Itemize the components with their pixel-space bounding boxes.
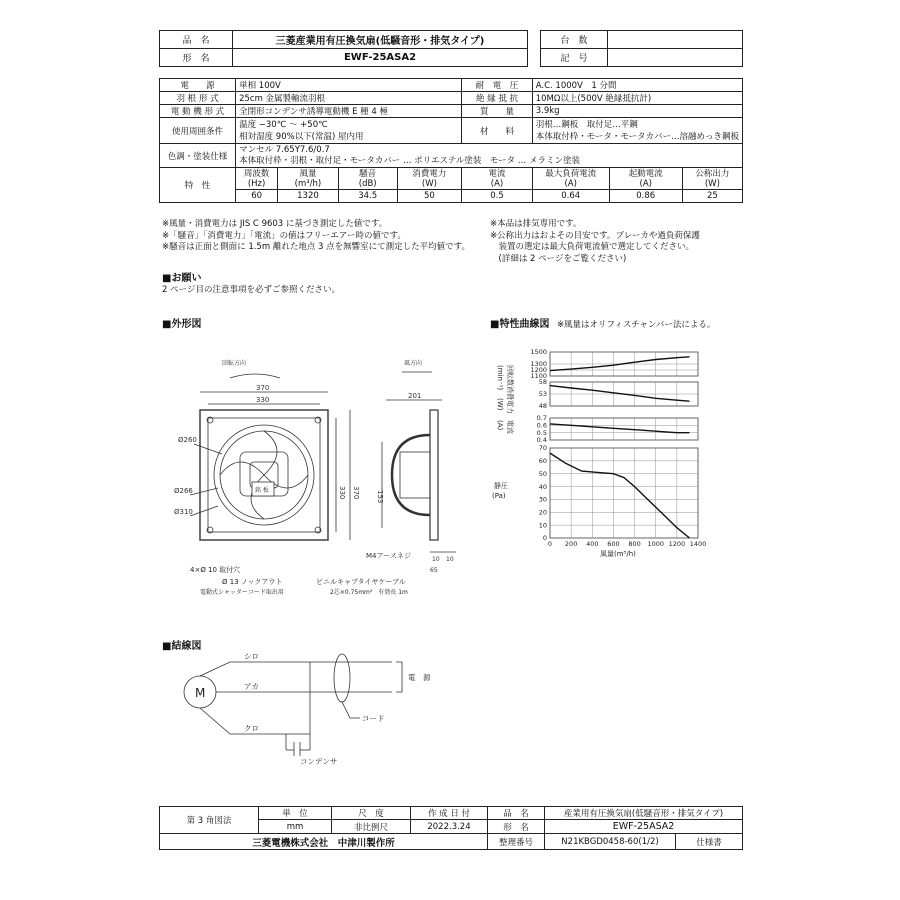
y-tick-label: 1100 — [530, 372, 547, 381]
note-left-2: ※「騒音」「消費電力」「電流」の値はフリーエアー時の値です。 — [162, 230, 406, 241]
onegai-title: ■お願い — [162, 273, 202, 284]
chart-title — [490, 315, 715, 330]
dim-330-top: 330 — [256, 396, 270, 404]
cable-sub-label: 2芯×0.75mm² 有効長 1m — [330, 589, 408, 596]
notes-left — [162, 219, 470, 254]
env-temp: 温度 −30℃ ～ +50℃ — [239, 119, 328, 130]
hinmei-value: 三菱産業用有圧換気扇(低騒音形・排気タイプ) — [233, 31, 528, 49]
insulation-label: 絶 縁 抵 抗 — [462, 92, 532, 105]
wire-label-red: アカ — [244, 682, 259, 691]
char-value-0: 60 — [236, 190, 278, 203]
material-value — [532, 118, 742, 144]
rotation-label: 回転方向 — [222, 360, 247, 367]
x-tick-label: 1200 — [668, 540, 686, 548]
power-axis-label2: (W) — [496, 398, 504, 411]
x-tick-label: 600 — [607, 540, 620, 548]
withstand-value: A.C. 1000V 1 分間 — [532, 79, 742, 92]
char-value-5: 0.64 — [532, 190, 609, 203]
wiring-diagram — [160, 650, 480, 770]
outline-title: ■外形図 — [162, 319, 202, 330]
char-value-7: 25 — [682, 190, 742, 203]
outline-drawing — [160, 340, 480, 610]
hinmei-label: 品 名 — [160, 31, 233, 49]
env-label: 使用周囲条件 — [160, 118, 236, 144]
wiring-title: ■結線図 — [162, 641, 202, 652]
footer-hinmei-label: 品 名 — [488, 807, 545, 820]
seiri-value: N21KBGD0458-60(1/2) — [545, 834, 676, 850]
side-frame — [430, 410, 438, 540]
dia-260: Ø260 — [178, 436, 197, 444]
color-label: 色調・塗装仕様 — [160, 144, 236, 168]
onegai-text: 2 ページ目の注意事項を必ずご参照ください。 — [162, 285, 340, 295]
note-right-1: ※本品は排気専用です。 — [490, 219, 582, 229]
knock-sub-label: 電動式シャッターコード取出用 — [200, 589, 284, 596]
power-axis-label1: 消費電力 — [506, 386, 514, 414]
withstand-label: 耐 電 圧 — [462, 79, 532, 92]
x-tick-label: 1000 — [647, 540, 664, 548]
material-label: 材 料 — [462, 118, 532, 144]
notes-right — [490, 219, 700, 265]
x-tick-label: 200 — [564, 540, 578, 548]
footer-table — [159, 806, 743, 850]
env-humidity: 相対湿度 90%以下(常温) 屋内用 — [239, 131, 364, 142]
leader-line — [190, 506, 218, 516]
note-right-3: 装置の選定は最大負荷電流値で選定してください。 — [490, 242, 695, 252]
char-value-3: 50 — [397, 190, 462, 203]
cord-leader — [342, 702, 360, 718]
side-mount-foot — [392, 435, 430, 515]
dim-330-right: 330 — [338, 486, 346, 500]
cord-label: コード — [362, 714, 385, 723]
header-table — [159, 30, 743, 67]
y-tick-label: 1300 — [530, 360, 547, 369]
note-right-2: ※公称出力はおよその目安です。ブレーカや過負荷保護 — [490, 230, 700, 241]
chart-grid — [550, 352, 698, 538]
dim-201: 201 — [408, 392, 422, 400]
y-tick-label: 30 — [538, 495, 547, 504]
y-tick-label: 50 — [538, 469, 547, 478]
y-tick-label: 58 — [538, 378, 547, 387]
current-axis-label1: 電流 — [506, 420, 514, 434]
dim-10b: 10 — [446, 556, 454, 563]
knock-label: Ø 13 ノックアウト — [222, 578, 283, 586]
footer-katamei-label: 形 名 — [488, 820, 545, 834]
daisu-label: 台 数 — [541, 31, 608, 49]
dia-266: Ø266 — [174, 487, 193, 495]
blade-value: 25cm 金属製軸流羽根 — [236, 92, 462, 105]
char-header-2: 騒音 (dB) — [338, 168, 397, 190]
seiri-label: 整理番号 — [488, 834, 545, 850]
cable-label: ビニルキャブタイヤケーブル — [316, 578, 406, 586]
kigo-value[interactable] — [608, 49, 743, 67]
motor-label: 電 動 機 形 式 — [160, 105, 236, 118]
kigo-label: 記 号 — [541, 49, 608, 67]
power-label: 電 源 — [408, 673, 431, 682]
dim-10a: 10 — [432, 556, 440, 563]
chart-title-text: ■特性曲線図 — [490, 319, 550, 330]
holes-label: 4×Ø 10 取付穴 — [190, 566, 241, 574]
x-tick-label: 400 — [586, 540, 599, 548]
y-tick-label: 0 — [542, 534, 547, 543]
color-line2: 本体取付枠・羽根・取付足・モータカバー … ポリエステル塗装 モータ … メラミン塗装 — [239, 155, 580, 166]
current-axis-label2: (A) — [496, 420, 504, 431]
spacer — [528, 31, 541, 49]
power-bracket — [396, 662, 402, 692]
color-value — [236, 144, 743, 168]
doc-type: 仕様書 — [676, 834, 743, 850]
note-left-1: ※風量・消費電力は JIS C 9603 に基づき測定した値です。 — [162, 219, 388, 229]
char-header-5: 最大負荷電流 (A) — [532, 168, 609, 190]
material-line1: 羽根…鋼板 取付足…平鋼 — [535, 119, 638, 130]
daisu-value[interactable] — [608, 31, 743, 49]
char-header-7: 公称出力 (W) — [682, 168, 742, 190]
material-line2: 本体取付枠・モータ・モータカバー…溶融めっき鋼板 — [535, 131, 739, 142]
sp-axis-label1: 静圧 — [494, 482, 508, 490]
cord-bundle-icon — [334, 654, 350, 702]
note-right-4: (詳細は 2 ページをご覧ください) — [490, 253, 627, 264]
sp-axis-label2: (Pa) — [492, 492, 506, 500]
char-header-3: 消費電力 (W) — [397, 168, 462, 190]
x-tick-label: 0 — [547, 540, 553, 548]
scale-value: 非比例尺 — [332, 820, 411, 834]
unit-label: 単 位 — [259, 807, 332, 820]
rpm-axis-label2: (min⁻¹) — [496, 365, 504, 391]
rpm-axis-label1: 回転数 — [506, 365, 514, 386]
y-tick-label: 1500 — [530, 348, 547, 357]
motor-value: 全閉形コンデンサ誘導電動機 E 種 4 極 — [236, 105, 462, 118]
char-header-1: 風量 (m³/h) — [278, 168, 339, 190]
series-line-0 — [550, 357, 690, 371]
scale-label: 尺 度 — [332, 807, 411, 820]
spec-table — [159, 78, 743, 203]
katamei-value: EWF-25ASA2 — [233, 49, 528, 67]
characteristic-chart — [488, 340, 718, 560]
leader-line — [190, 488, 218, 495]
side-motor — [400, 452, 430, 498]
x-axis-label: 風量(m³/h) — [600, 550, 636, 558]
power-label: 電 源 — [160, 79, 236, 92]
env-value — [236, 118, 462, 144]
dia-310: Ø310 — [174, 508, 193, 516]
y-tick-label: 60 — [538, 457, 547, 466]
series-line-1 — [550, 386, 690, 402]
y-tick-label: 0.6 — [536, 421, 547, 430]
y-tick-label: 10 — [538, 521, 547, 530]
projection: 第 3 角図法 — [160, 807, 259, 834]
y-tick-label: 53 — [538, 390, 547, 399]
chart-note: ※風量はオリフィスチャンバー法による。 — [556, 320, 716, 330]
company: 三菱電機株式会社 中津川製作所 — [160, 834, 488, 850]
y-tick-label: 70 — [538, 444, 547, 453]
char-header-6: 起動電流 (A) — [609, 168, 682, 190]
nameplate-label: 銘 板 — [255, 487, 269, 494]
wire-label-white: シロ — [244, 652, 259, 661]
char-value-1: 1320 — [278, 190, 339, 203]
char-header-0: 周波数 (Hz) — [236, 168, 278, 190]
date-value: 2022.3.24 — [411, 820, 488, 834]
dim-153: 153 — [376, 490, 384, 504]
wire-label-black: クロ — [244, 724, 259, 733]
x-tick-label: 800 — [628, 540, 641, 548]
char-label: 特 性 — [160, 168, 236, 203]
screw-label: M4アースネジ — [366, 552, 411, 560]
y-tick-label: 0.7 — [536, 414, 547, 423]
note-left-3: ※騒音は正面と側面に 1.5m 離れた地点 3 点を無響室にて測定した平均値です。 — [162, 242, 470, 252]
unit-value: mm — [259, 820, 332, 834]
insulation-value: 10MΩ以上(500V 絶縁抵抗計) — [532, 92, 742, 105]
color-line1: マンセル 7.65Y7.6/0.7 — [239, 144, 330, 155]
blade-label: 羽 根 形 式 — [160, 92, 236, 105]
y-tick-label: 40 — [538, 482, 547, 491]
wind-label: 風方向 — [404, 360, 423, 367]
power-value: 単相 100V — [236, 79, 462, 92]
dim-370-right: 370 — [352, 486, 360, 500]
wire-white — [200, 662, 392, 676]
y-tick-label: 20 — [538, 508, 547, 517]
katamei-label: 形 名 — [160, 49, 233, 67]
y-tick-label: 0.5 — [536, 428, 547, 437]
x-tick-label: 1400 — [689, 540, 707, 548]
motor-label: M — [195, 686, 206, 700]
y-tick-label: 48 — [538, 402, 547, 411]
chart-lines — [550, 357, 690, 538]
char-value-6: 0.86 — [609, 190, 682, 203]
footer-katamei-value: EWF-25ASA2 — [545, 820, 743, 834]
dim-370-top: 370 — [256, 384, 270, 392]
y-tick-label: 1200 — [530, 366, 547, 375]
char-value-2: 34.5 — [338, 190, 397, 203]
rotation-arrow-icon — [230, 374, 280, 378]
y-tick-label: 0.4 — [536, 436, 547, 445]
char-header-4: 電流 (A) — [462, 168, 532, 190]
date-label: 作 成 日 付 — [411, 807, 488, 820]
spacer — [528, 49, 541, 67]
chart-panel-frame — [550, 448, 698, 538]
footer-hinmei-value: 産業用有圧換気扇(低騒音形・排気タイプ) — [545, 807, 743, 820]
dim-65: 65 — [430, 567, 438, 574]
char-value-4: 0.5 — [462, 190, 532, 203]
mass-value: 3.9kg — [532, 105, 742, 118]
mass-label: 質 量 — [462, 105, 532, 118]
condenser-label: コンデンサ — [300, 757, 338, 766]
